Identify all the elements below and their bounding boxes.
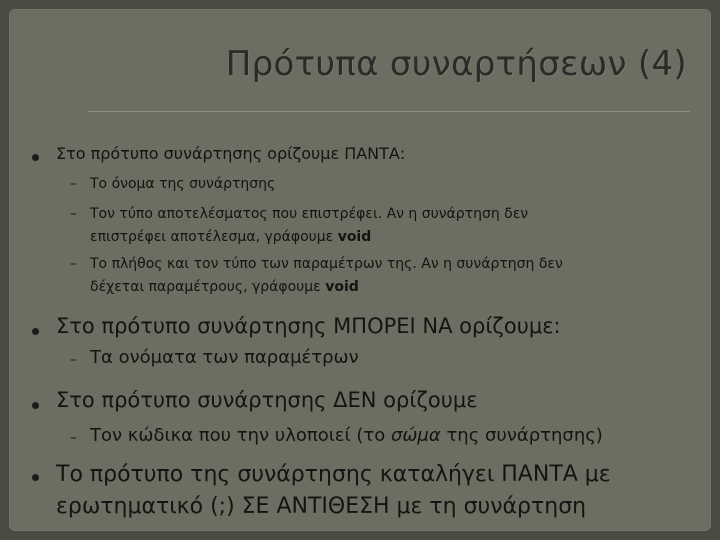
sub-bullet-text-line2 — [90, 226, 371, 249]
bullet-icon — [32, 402, 39, 409]
bullet-icon — [32, 328, 39, 335]
sub-bullet-text: Τα ονόματα των παραμέτρων — [90, 347, 359, 368]
bullet-icon — [32, 154, 39, 161]
keyword-void: void — [337, 229, 372, 245]
dash-icon: – — [70, 176, 77, 192]
slide-title: Πρότυπα συναρτήσεων (4) — [225, 44, 687, 84]
sub-bullet-text: Τον τύπο αποτελέσματος που επιστρέφει. Αν η συνάρτηση δεν — [90, 206, 529, 222]
bullet-text-line2: ερωτηματικό (;) ΣΕ ΑΝΤΙΘΕΣΗ με τη συνάρτηση — [56, 494, 587, 519]
emphasis-text: σώμα — [390, 425, 441, 446]
sub-bullet-text: Το πλήθος και τον τύπο των παραμέτρων της. Αν η συνάρτηση δεν — [90, 256, 563, 272]
sub-bullet-text-prefix: δέχεται παραμέτρους, γράφουμε — [90, 279, 326, 295]
dash-icon: – — [70, 430, 77, 446]
dash-icon: – — [70, 206, 77, 222]
bullet-text: Στο πρότυπο συνάρτησης ορίζουμε ΠΑΝΤΑ: — [56, 144, 406, 163]
keyword-void: void — [325, 279, 359, 295]
dash-icon: – — [70, 352, 77, 368]
bullet-text: Στο πρότυπο συνάρτησης ΔΕΝ ορίζουμε — [56, 388, 478, 412]
sub-bullet-text-suffix: της συνάρτησης) — [440, 425, 603, 446]
sub-bullet-text: Το όνομα της συνάρτησης — [90, 176, 276, 192]
bullet-text: Στο πρότυπο συνάρτησης ΜΠΟΡΕΙ ΝΑ ορίζουμε: — [56, 314, 561, 338]
bullet-text: Το πρότυπο της συνάρτησης καταλήγει ΠΑΝΤΑ με — [56, 462, 611, 487]
sub-bullet-text-prefix: Τον κώδικα που την υλοποιεί (το — [90, 425, 391, 446]
sub-bullet-text-line2 — [90, 276, 359, 299]
bullet-icon — [32, 474, 39, 481]
dash-icon: – — [70, 256, 77, 272]
sub-bullet-text — [90, 425, 603, 446]
sub-bullet-text-prefix: επιστρέφει αποτέλεσμα, γράφουμε — [90, 229, 338, 245]
